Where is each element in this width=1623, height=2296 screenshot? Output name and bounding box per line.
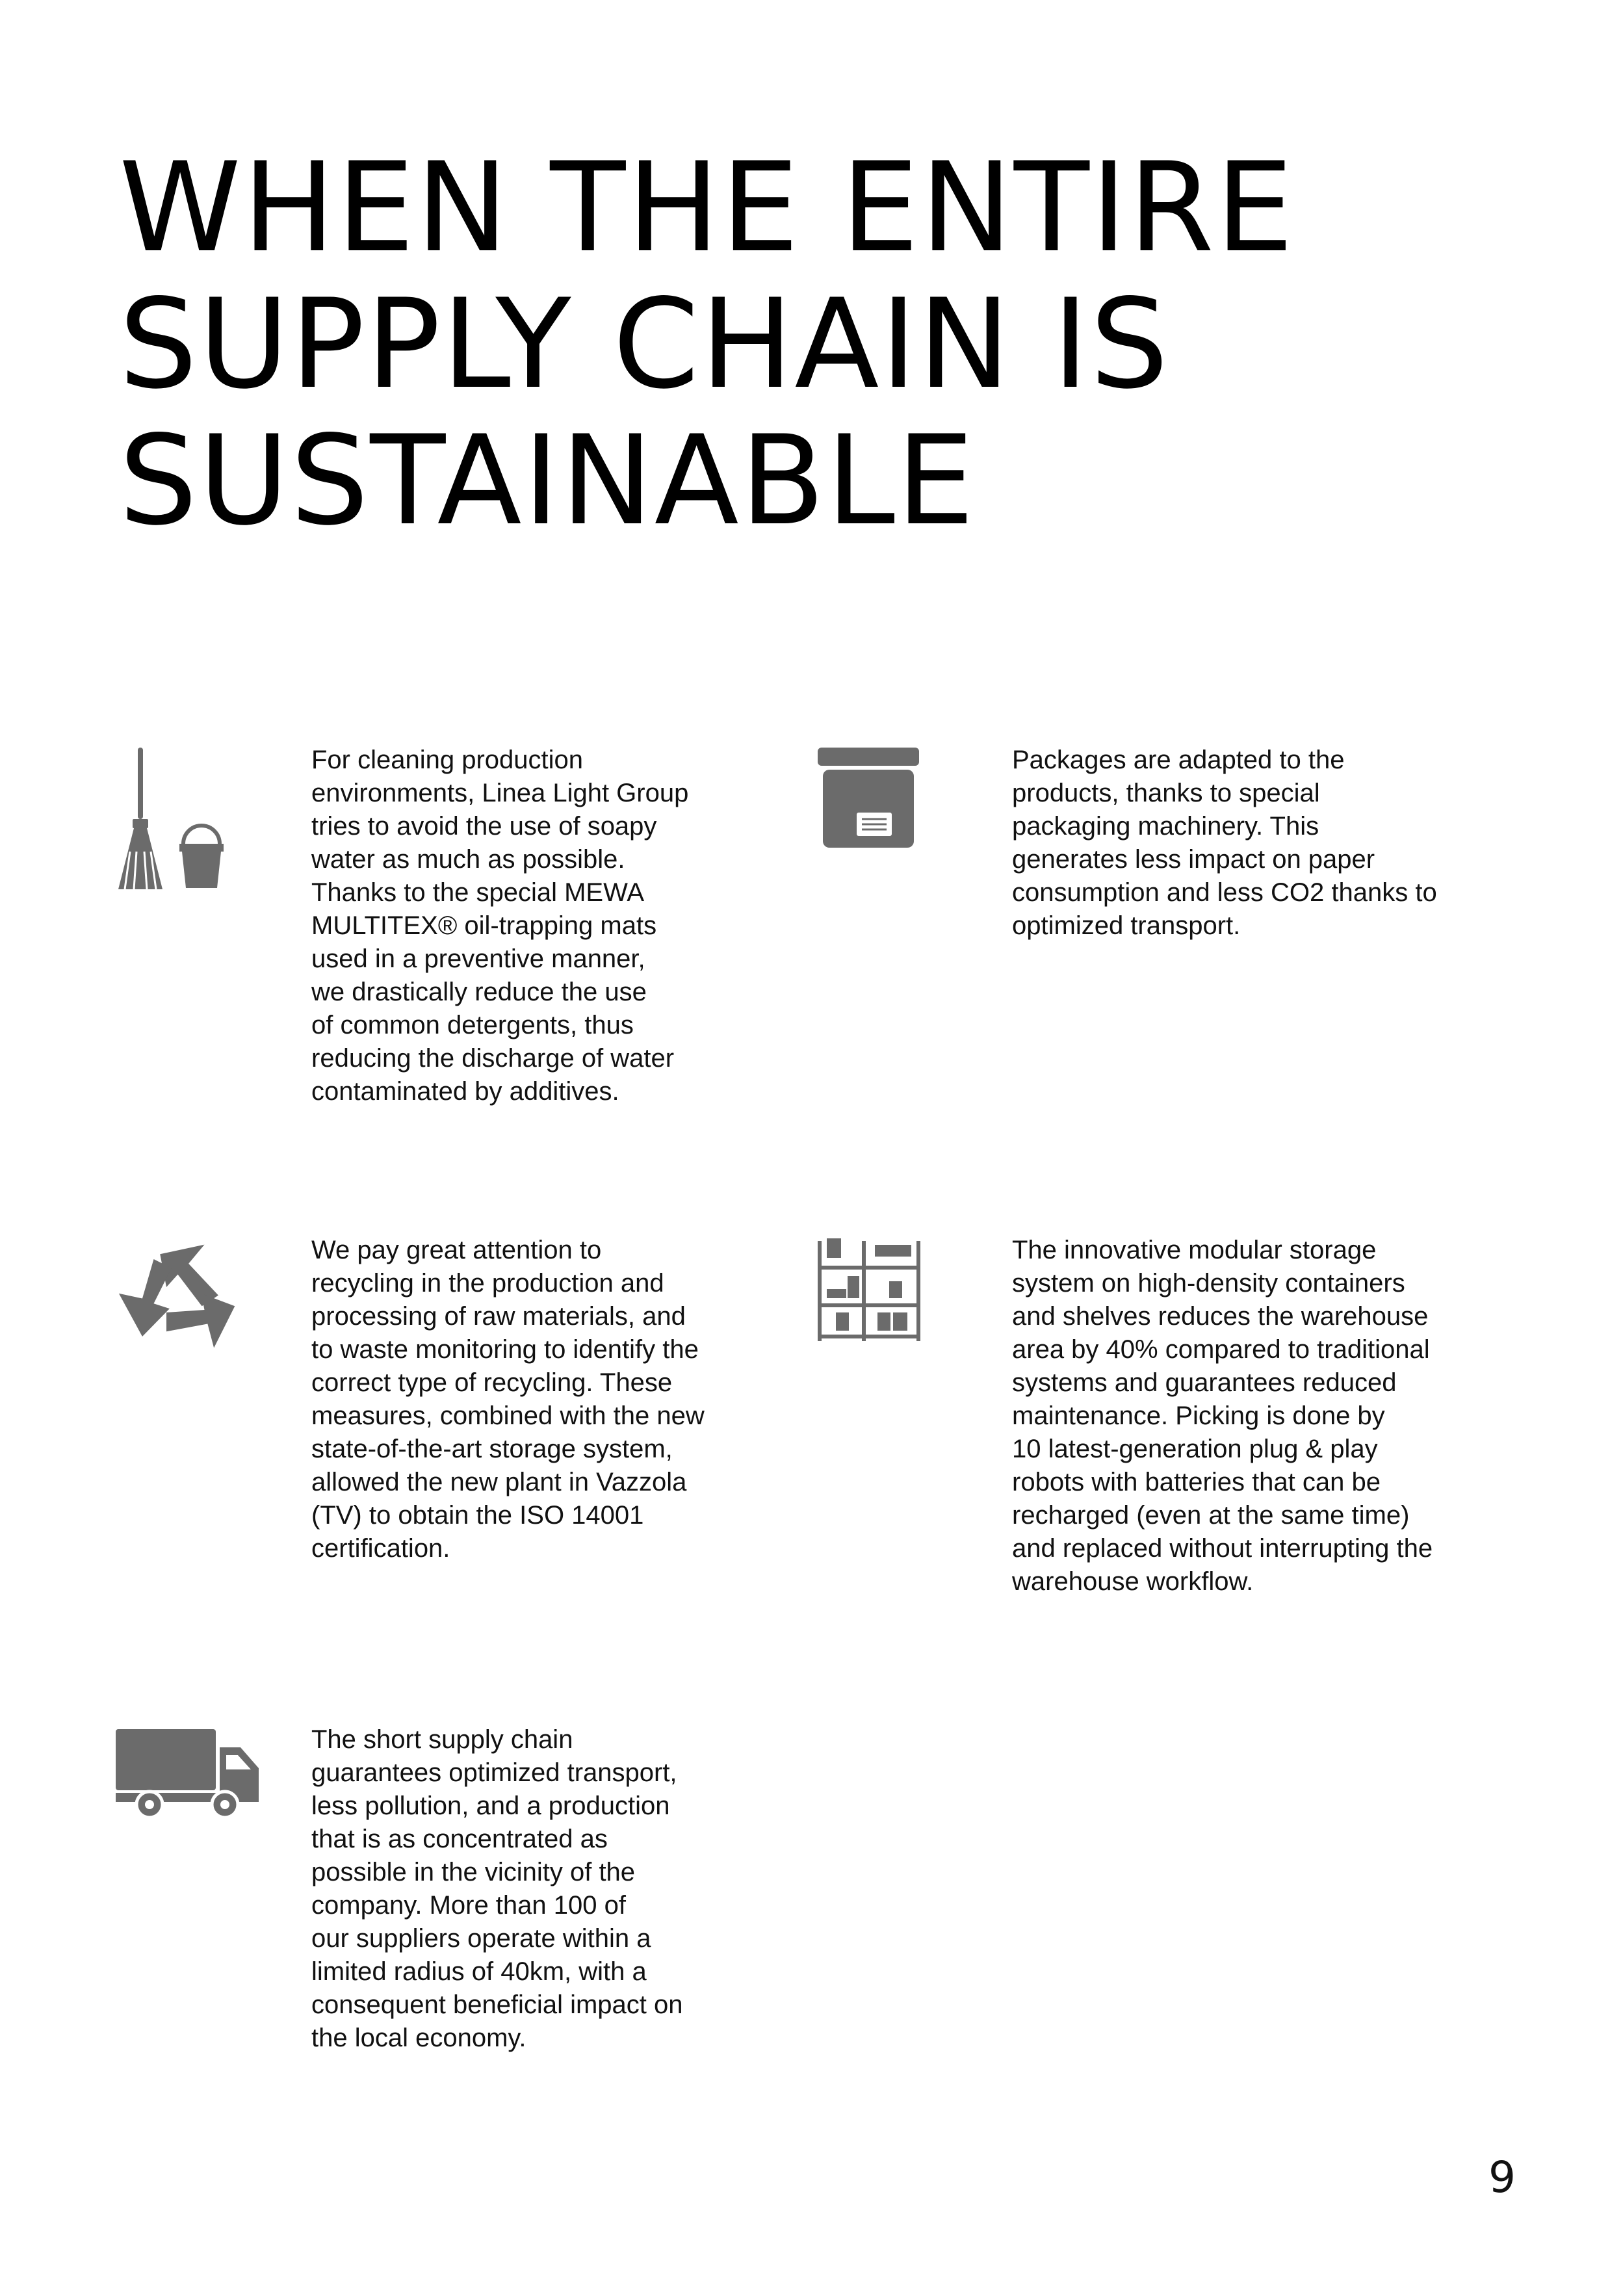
text-line: The innovative modular storage	[1012, 1236, 1377, 1264]
storage-text	[1012, 1234, 1571, 1598]
text-line: environments, Linea Light Group	[311, 779, 689, 807]
text-line: possible in the vicinity of the	[311, 1858, 636, 1886]
text-line: tries to avoid the use of soapy	[311, 812, 657, 841]
text-line: 10 latest-generation plug & play	[1012, 1435, 1378, 1463]
text-line: contaminated by additives.	[311, 1077, 619, 1106]
text-line: allowed the new plant in Vazzola	[311, 1468, 687, 1496]
text-line: The short supply chain	[311, 1725, 573, 1754]
text-line: and shelves reduces the warehouse	[1012, 1302, 1429, 1331]
recycling-text	[311, 1234, 779, 1565]
text-line: limited radius of 40km, with a	[311, 1957, 647, 1986]
text-line: certification.	[311, 1534, 450, 1563]
text-line: systems and guarantees reduced	[1012, 1368, 1397, 1397]
text-line: system on high-density containers	[1012, 1269, 1405, 1298]
text-line: Thanks to the special MEWA	[311, 878, 645, 907]
broom-bucket-icon	[116, 748, 226, 894]
text-line: water as much as possible.	[311, 845, 625, 874]
storage-shelves-icon	[818, 1238, 922, 1342]
text-line: (TV) to obtain the ISO 14001	[311, 1501, 644, 1530]
text-line: our suppliers operate within a	[311, 1924, 651, 1953]
truck-icon	[116, 1729, 260, 1818]
packaging-text	[1012, 744, 1545, 943]
text-line: consequent beneficial impact on	[311, 1990, 683, 2019]
page-title-line: SUPPLY CHAIN IS	[119, 272, 1170, 416]
page-title-line: WHEN THE ENTIRE	[119, 136, 1295, 280]
text-line: packaging machinery. This	[1012, 812, 1319, 841]
text-line: recharged (even at the same time)	[1012, 1501, 1410, 1530]
text-line: used in a preventive manner,	[311, 945, 645, 973]
text-line: that is as concentrated as	[311, 1825, 608, 1853]
text-line: recycling in the production and	[311, 1269, 664, 1298]
text-line: consumption and less CO2 thanks to	[1012, 878, 1437, 907]
text-line: correct type of recycling. These	[311, 1368, 673, 1397]
text-line: robots with batteries that can be	[1012, 1468, 1381, 1496]
text-line: processing of raw materials, and	[311, 1302, 686, 1331]
page-title-line: SUSTAINABLE	[119, 409, 976, 553]
text-line: generates less impact on paper	[1012, 845, 1375, 874]
text-line: state-of-the-art storage system,	[311, 1435, 673, 1463]
cleaning-text	[311, 744, 779, 1108]
text-line: MULTITEX® oil-trapping mats	[311, 911, 657, 940]
text-line: area by 40% compared to traditional	[1012, 1335, 1430, 1364]
text-line: and replaced without interrupting the	[1012, 1534, 1433, 1563]
supply-chain-text	[311, 1723, 779, 2055]
text-line: For cleaning production	[311, 746, 584, 774]
text-line: measures, combined with the new	[311, 1402, 705, 1430]
text-line: the local economy.	[311, 2024, 526, 2052]
text-line: We pay great attention to	[311, 1236, 602, 1264]
recycle-icon	[116, 1235, 242, 1362]
text-line: guarantees optimized transport,	[311, 1758, 677, 1787]
text-line: reducing the discharge of water	[311, 1044, 675, 1073]
text-line: of common detergents, thus	[311, 1011, 634, 1039]
text-line: company. More than 100 of	[311, 1891, 626, 1920]
text-line: we drastically reduce the use	[311, 978, 647, 1006]
text-line: less pollution, and a production	[311, 1792, 670, 1820]
page-title	[119, 136, 1549, 553]
package-box-icon	[818, 748, 919, 849]
text-line: Packages are adapted to the	[1012, 746, 1345, 774]
text-line: warehouse workflow.	[1012, 1567, 1254, 1596]
text-line: products, thanks to special	[1012, 779, 1320, 807]
text-line: optimized transport.	[1012, 911, 1241, 940]
text-line: to waste monitoring to identify the	[311, 1335, 699, 1364]
page-number: 9	[1488, 2152, 1516, 2202]
text-line: maintenance. Picking is done by	[1012, 1402, 1385, 1430]
